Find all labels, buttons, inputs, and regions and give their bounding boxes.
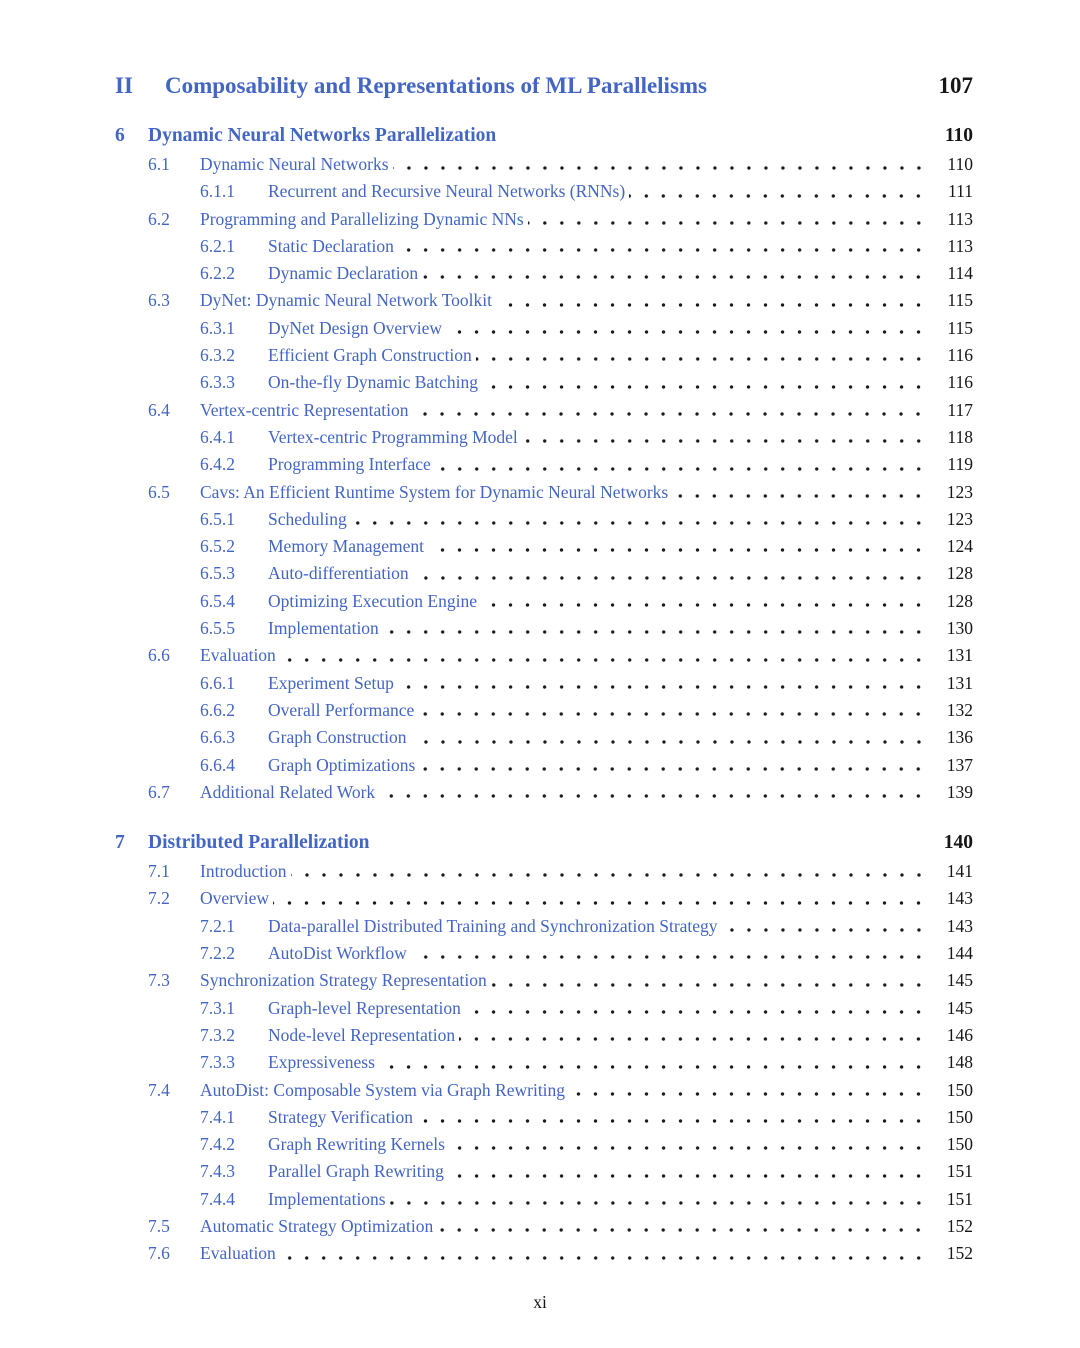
entry-title: Automatic Strategy Optimization bbox=[200, 1215, 434, 1236]
dot-leader bbox=[435, 451, 927, 478]
dot-leader bbox=[491, 967, 927, 994]
entry-number: 6.5.3 bbox=[200, 563, 235, 584]
toc-entry[interactable] bbox=[115, 1022, 973, 1049]
dot-leader bbox=[280, 1240, 927, 1267]
dot-leader bbox=[398, 233, 927, 260]
entry-page-number: 151 bbox=[946, 1161, 973, 1182]
entry-page-number: 118 bbox=[947, 426, 973, 447]
entry-number: 6.6.1 bbox=[200, 672, 235, 693]
toc-entry[interactable] bbox=[115, 588, 973, 615]
entry-number: 6.1.1 bbox=[200, 181, 235, 202]
entry-page-number: 111 bbox=[948, 181, 973, 202]
toc-entry[interactable] bbox=[115, 260, 973, 287]
entry-page-number: 150 bbox=[946, 1106, 973, 1127]
entry-title: Implementation bbox=[268, 618, 379, 639]
entry-number: 6.1 bbox=[148, 154, 170, 174]
entry-page-number: 119 bbox=[947, 454, 973, 475]
entry-page-number: 131 bbox=[946, 672, 973, 693]
entry-page-number: 152 bbox=[946, 1243, 973, 1264]
dot-leader bbox=[522, 424, 927, 451]
entry-page-number: 144 bbox=[946, 943, 973, 964]
entry-number: 6.3.2 bbox=[200, 345, 235, 366]
toc-entry[interactable] bbox=[115, 369, 973, 396]
dot-leader bbox=[390, 1186, 927, 1213]
entry-title: Graph Rewriting Kernels bbox=[268, 1134, 445, 1155]
chapter-number: 7 bbox=[115, 832, 125, 854]
entry-page-number: 123 bbox=[946, 481, 973, 502]
dot-leader bbox=[449, 1131, 927, 1158]
entry-title: Experiment Setup bbox=[268, 672, 394, 693]
entry-list bbox=[115, 151, 973, 806]
entry-page-number: 150 bbox=[946, 1134, 973, 1155]
entry-page-number: 123 bbox=[946, 508, 973, 529]
entry-title: Optimizing Execution Engine bbox=[268, 590, 477, 611]
dot-leader bbox=[411, 940, 927, 967]
dot-leader bbox=[496, 287, 927, 314]
entry-page-number: 113 bbox=[947, 208, 973, 229]
dot-leader bbox=[419, 752, 927, 779]
entry-page-number: 136 bbox=[946, 727, 973, 748]
entry-page-number: 128 bbox=[946, 563, 973, 584]
entry-number: 7.3.1 bbox=[200, 997, 235, 1018]
entry-number: 6.6 bbox=[148, 645, 170, 666]
entry-title: Graph-level Representation bbox=[268, 997, 461, 1018]
dot-leader bbox=[393, 151, 927, 178]
entry-title: Auto-differentiation bbox=[268, 563, 409, 584]
entry-page-number: 131 bbox=[946, 645, 973, 666]
dot-leader bbox=[428, 533, 927, 560]
toc-entry[interactable] bbox=[115, 885, 973, 912]
toc-entry[interactable] bbox=[115, 858, 973, 885]
entry-number: 7.5 bbox=[148, 1215, 170, 1236]
dot-leader bbox=[418, 697, 927, 724]
chapter-block bbox=[115, 122, 973, 806]
entry-title: Expressiveness bbox=[268, 1052, 375, 1073]
chapter-title: Distributed Parallelization bbox=[148, 832, 370, 854]
dot-leader bbox=[379, 1049, 927, 1076]
footer-page-number: xi bbox=[533, 1292, 547, 1312]
toc-entry[interactable] bbox=[115, 451, 973, 478]
entry-page-number: 116 bbox=[947, 372, 973, 393]
entry-page-number: 141 bbox=[946, 861, 973, 882]
entry-title: DyNet: Dynamic Neural Network Toolkit bbox=[200, 290, 492, 311]
entry-title: Node-level Representation bbox=[268, 1024, 456, 1045]
entry-title: Cavs: An Efficient Runtime System for Dynamic Neural Networks bbox=[200, 481, 669, 502]
toc-entry[interactable] bbox=[115, 479, 973, 506]
dot-leader bbox=[672, 479, 927, 506]
toc-entry[interactable] bbox=[115, 995, 973, 1022]
entry-number: 6.6.4 bbox=[200, 754, 235, 775]
entry-title: Overall Performance bbox=[268, 699, 415, 720]
toc-entry[interactable] bbox=[115, 1158, 973, 1185]
toc-entry[interactable] bbox=[115, 287, 973, 314]
entry-number: 6.5.5 bbox=[200, 618, 235, 639]
dot-leader bbox=[482, 369, 927, 396]
entry-number: 7.3.3 bbox=[200, 1052, 235, 1073]
entry-number: 7.4.3 bbox=[200, 1161, 235, 1182]
entry-title: Vertex-centric Programming Model bbox=[268, 426, 518, 447]
entry-page-number: 150 bbox=[946, 1079, 973, 1100]
toc-content bbox=[115, 70, 973, 1268]
entry-number: 6.3.1 bbox=[200, 317, 235, 338]
entry-number: 6.6.2 bbox=[200, 699, 235, 720]
chapter-header[interactable] bbox=[115, 829, 973, 857]
part-header[interactable] bbox=[115, 70, 973, 102]
chapter-page-number: 110 bbox=[944, 125, 973, 146]
entry-title: Graph Construction bbox=[268, 727, 407, 748]
entry-number: 6.4 bbox=[148, 399, 170, 420]
entry-page-number: 132 bbox=[946, 699, 973, 720]
toc-entry[interactable] bbox=[115, 397, 973, 424]
toc-entry[interactable] bbox=[115, 1240, 973, 1267]
entry-title: Recurrent and Recursive Neural Networks (RNNs) bbox=[268, 181, 626, 202]
entry-number: 6.5 bbox=[148, 481, 170, 502]
entry-title: Programming Interface bbox=[268, 454, 431, 475]
dot-leader bbox=[437, 1213, 927, 1240]
dot-leader bbox=[422, 260, 927, 287]
entry-title: AutoDist Workflow bbox=[268, 943, 407, 964]
toc-entry[interactable] bbox=[115, 779, 973, 806]
dot-leader bbox=[629, 178, 927, 205]
entry-number: 6.5.1 bbox=[200, 508, 235, 529]
entry-number: 6.6.3 bbox=[200, 727, 235, 748]
entry-title: Implementations bbox=[268, 1188, 386, 1209]
entry-number: 7.1 bbox=[148, 861, 170, 882]
toc-entry[interactable] bbox=[115, 913, 973, 940]
toc-entry[interactable] bbox=[115, 178, 973, 205]
entry-title: Static Declaration bbox=[268, 235, 394, 256]
toc-entry[interactable] bbox=[115, 615, 973, 642]
entry-title: Synchronization Strategy Representation bbox=[200, 970, 487, 991]
toc-entry[interactable] bbox=[115, 1049, 973, 1076]
entry-title: Data-parallel Distributed Training and Synchronization Strategy bbox=[268, 915, 718, 936]
entry-page-number: 143 bbox=[946, 888, 973, 909]
entry-number: 7.4.1 bbox=[200, 1106, 235, 1127]
dot-leader bbox=[351, 506, 927, 533]
entry-number: 7.2 bbox=[148, 888, 170, 909]
entry-page-number: 114 bbox=[947, 263, 973, 284]
dot-leader bbox=[569, 1077, 927, 1104]
entry-title: Programming and Parallelizing Dynamic NNs bbox=[200, 208, 524, 229]
dot-leader bbox=[417, 1104, 927, 1131]
entry-title: Dynamic Neural Networks bbox=[200, 154, 389, 174]
entry-page-number: 152 bbox=[946, 1215, 973, 1236]
entry-title: Scheduling bbox=[268, 508, 347, 529]
entry-title: Dynamic Declaration bbox=[268, 263, 419, 284]
entry-title: Vertex-centric Representation bbox=[200, 399, 409, 420]
toc-entry[interactable] bbox=[115, 506, 973, 533]
toc-entry[interactable] bbox=[115, 642, 973, 669]
entry-title: Memory Management bbox=[268, 536, 424, 557]
dot-leader bbox=[411, 724, 927, 751]
entry-number: 7.4 bbox=[148, 1079, 170, 1100]
toc-entry[interactable] bbox=[115, 1104, 973, 1131]
entry-list bbox=[115, 858, 973, 1267]
part-page-number: 107 bbox=[938, 73, 973, 98]
entry-page-number: 124 bbox=[946, 536, 973, 557]
entry-title: AutoDist: Composable System via Graph Rewriting bbox=[200, 1079, 566, 1100]
entry-page-number: 116 bbox=[947, 345, 973, 366]
entry-number: 7.4.4 bbox=[200, 1188, 235, 1209]
entry-page-number: 145 bbox=[946, 970, 973, 991]
toc-entry[interactable] bbox=[115, 697, 973, 724]
entry-title: Strategy Verification bbox=[268, 1106, 413, 1127]
toc-entry[interactable] bbox=[115, 724, 973, 751]
dot-leader bbox=[383, 615, 927, 642]
dot-leader bbox=[280, 642, 927, 669]
toc-entry[interactable] bbox=[115, 151, 973, 178]
entry-page-number: 130 bbox=[946, 618, 973, 639]
entry-title: Efficient Graph Construction bbox=[268, 345, 472, 366]
entry-number: 7.2.1 bbox=[200, 915, 235, 936]
entry-page-number: 143 bbox=[946, 915, 973, 936]
toc-entry[interactable] bbox=[115, 967, 973, 994]
entry-number: 6.3.3 bbox=[200, 372, 235, 393]
dot-leader bbox=[476, 342, 927, 369]
entry-title: Evaluation bbox=[200, 645, 276, 666]
entry-page-number: 110 bbox=[947, 154, 973, 174]
entry-number: 7.2.2 bbox=[200, 943, 235, 964]
entry-number: 6.2.2 bbox=[200, 263, 235, 284]
dot-leader bbox=[448, 1158, 927, 1185]
dot-leader bbox=[481, 588, 927, 615]
dot-leader bbox=[273, 885, 927, 912]
dot-leader bbox=[459, 1022, 927, 1049]
dot-leader bbox=[528, 206, 927, 233]
toc-entry[interactable] bbox=[115, 342, 973, 369]
dot-leader bbox=[413, 560, 927, 587]
dot-leader bbox=[398, 670, 927, 697]
chapter-title: Dynamic Neural Networks Parallelization bbox=[148, 125, 497, 146]
toc-entry[interactable] bbox=[115, 670, 973, 697]
entry-page-number: 117 bbox=[947, 399, 973, 420]
toc-entry[interactable] bbox=[115, 233, 973, 260]
entry-page-number: 115 bbox=[947, 290, 973, 311]
entry-number: 6.3 bbox=[148, 290, 170, 311]
toc-entry[interactable] bbox=[115, 424, 973, 451]
entry-page-number: 128 bbox=[946, 590, 973, 611]
entry-number: 6.4.2 bbox=[200, 454, 235, 475]
entry-number: 6.4.1 bbox=[200, 426, 235, 447]
entry-number: 7.3 bbox=[148, 970, 170, 991]
toc-entry[interactable] bbox=[115, 533, 973, 560]
chapter-header[interactable] bbox=[115, 122, 973, 150]
entry-number: 6.5.2 bbox=[200, 536, 235, 557]
entry-number: 6.2.1 bbox=[200, 235, 235, 256]
chapter-page-number: 140 bbox=[943, 832, 973, 854]
toc-entry[interactable] bbox=[115, 940, 973, 967]
dot-leader bbox=[412, 397, 927, 424]
entry-title: Additional Related Work bbox=[200, 781, 376, 802]
dot-leader bbox=[465, 995, 927, 1022]
dot-leader bbox=[379, 779, 927, 806]
toc-entry[interactable] bbox=[115, 1186, 973, 1213]
toc-entry[interactable] bbox=[115, 752, 973, 779]
entry-title: Overview bbox=[200, 888, 270, 909]
entry-page-number: 146 bbox=[946, 1024, 973, 1045]
entry-page-number: 137 bbox=[946, 754, 973, 775]
toc-entry[interactable] bbox=[115, 1077, 973, 1104]
chapter-number: 6 bbox=[115, 125, 125, 146]
entry-number: 6.5.4 bbox=[200, 590, 235, 611]
dot-leader bbox=[446, 315, 927, 342]
entry-page-number: 151 bbox=[946, 1188, 973, 1209]
toc-entry[interactable] bbox=[115, 206, 973, 233]
entry-number: 7.3.2 bbox=[200, 1024, 235, 1045]
entry-title: DyNet Design Overview bbox=[268, 317, 442, 338]
entry-page-number: 139 bbox=[946, 781, 973, 802]
entry-number: 7.4.2 bbox=[200, 1134, 235, 1155]
toc-entry[interactable] bbox=[115, 560, 973, 587]
entry-title: Parallel Graph Rewriting bbox=[268, 1161, 444, 1182]
page-footer bbox=[0, 1292, 1080, 1313]
entry-title: Introduction bbox=[200, 861, 287, 882]
toc-entry[interactable] bbox=[115, 1131, 973, 1158]
toc-entry[interactable] bbox=[115, 1213, 973, 1240]
entry-title: On-the-fly Dynamic Batching bbox=[268, 372, 478, 393]
entry-number: 6.7 bbox=[148, 781, 170, 802]
dot-leader bbox=[722, 913, 927, 940]
entry-page-number: 113 bbox=[947, 235, 973, 256]
entry-page-number: 115 bbox=[947, 317, 973, 338]
toc-entry[interactable] bbox=[115, 315, 973, 342]
entry-number: 7.6 bbox=[148, 1243, 170, 1264]
dot-leader bbox=[291, 858, 927, 885]
chapter-list bbox=[115, 122, 973, 1268]
chapter-block bbox=[115, 829, 973, 1267]
entry-page-number: 145 bbox=[946, 997, 973, 1018]
part-title: Composability and Representations of ML Parallelisms bbox=[165, 73, 708, 98]
entry-title: Graph Optimizations bbox=[268, 754, 416, 775]
entry-number: 6.2 bbox=[148, 208, 170, 229]
entry-title: Evaluation bbox=[200, 1243, 276, 1264]
part-number: II bbox=[115, 73, 133, 98]
entry-page-number: 148 bbox=[946, 1052, 973, 1073]
